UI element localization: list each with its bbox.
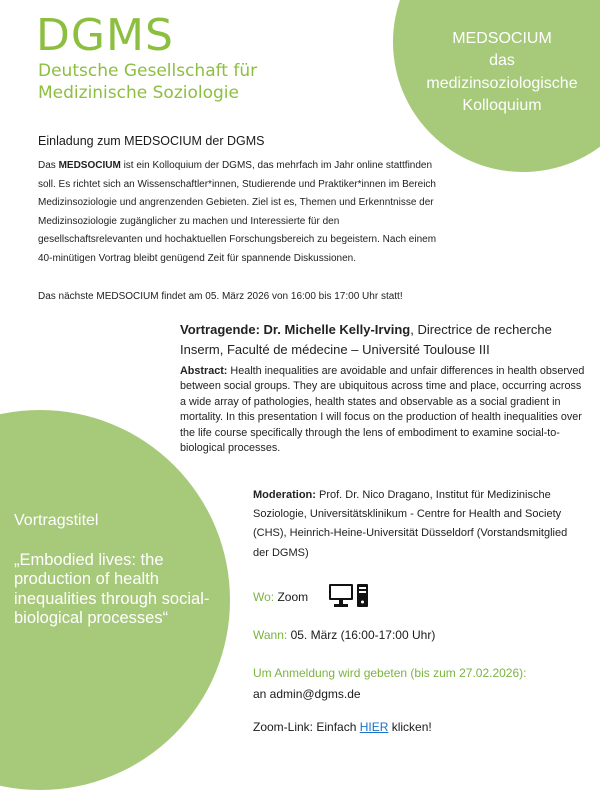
moderation-text: Prof. Dr. Nico Dragano, Institut für Medizinische Soziologie, Universitätsklinikum - Centre for Health and Society (CHS), Heinrich-Heine-Universität Düsseldorf (Vorstandsmitglied der DGMS) — [253, 489, 568, 559]
logo-wordmark: DGMS — [36, 10, 174, 61]
next-event-date: Das nächste MEDSOCIUM findet am 05. März 2026 von 16:00 bis 17:00 Uhr statt! — [38, 291, 403, 302]
medsocium-title: MEDSOCIUM — [452, 30, 552, 47]
speaker-block — [180, 320, 580, 360]
intro-body: ist ein Kolloquium der DGMS, das mehrfach im Jahr online stattfinden soll. Es richtet sich an Wissenschaftler*innen, Studierende und Praktiker*innen im Bereich Medizinsoziologie und angrenzenden Gebieten. Ziel ist es, Themen und Erkenntnisse der Medizinsoziologie zugänglicher zu machen und Interessierte für den gesellschaftsrelevanten und hochaktuellen Forschungsbereich zu begeistern. Nach einem 40-minütigen Vortrag bleibt genügend Zeit für spannende Diskussionen. — [38, 160, 437, 264]
date-line — [253, 628, 435, 642]
date-value: 05. März (16:00-17:00 Uhr) — [287, 628, 436, 642]
zoom-link-line — [253, 720, 432, 734]
zoom-link-suffix: klicken! — [388, 720, 432, 734]
intro-prefix: Das — [38, 160, 59, 171]
abstract-block — [180, 364, 588, 456]
moderation-label: Moderation: — [253, 489, 316, 501]
moderation-block — [253, 486, 583, 563]
speaker-label: Vortragende: Dr. Michelle Kelly-Irving — [180, 322, 411, 337]
date-label: Wann: — [253, 628, 288, 642]
registration-label: Um Anmeldung wird gebeten (bis zum 27.02.2026): — [253, 666, 527, 680]
location-label: Wo: — [253, 590, 275, 604]
abstract-label: Abstract: — [180, 365, 228, 377]
intro-medsocium-bold: MEDSOCIUM — [58, 160, 121, 171]
medsocium-subtitle-2: medizinsoziologische — [426, 75, 578, 92]
location-line — [253, 590, 308, 604]
logo-subtitle-line-1: Deutsche Gesellschaft für — [38, 61, 258, 81]
registration-email[interactable]: an admin@dgms.de — [253, 687, 361, 701]
desktop-computer-icon — [328, 583, 370, 609]
logo-subtitle-line-2: Medizinische Soziologie — [38, 83, 239, 103]
abstract-text: Health inequalities are avoidable and unfair differences in health observed between social groups. They are ubiquitous across time and place, occurring across a wide array of pathologies, health states and observable as a social gradient in mortality. In this presentation I will focus on the production of health inequalities over the life course specifically through the lens of embodiment to examine social-to-biological processes. — [180, 365, 585, 455]
talk-title: „Embodied lives: the production of health inequalities through social-biological processes“ — [14, 551, 210, 628]
invitation-intro — [38, 157, 438, 269]
registration-block — [253, 663, 527, 705]
invitation-heading: Einladung zum MEDSOCIUM der DGMS — [38, 134, 265, 148]
location-value: Zoom — [274, 590, 309, 604]
zoom-link-prefix: Zoom-Link: Einfach — [253, 720, 360, 734]
speaker-affiliation: , Directrice de recherche Inserm, Faculté de médecine – Université Toulouse III — [180, 322, 552, 357]
talk-section-label: Vortragstitel — [14, 512, 99, 529]
zoom-link[interactable]: HIER — [359, 720, 389, 734]
medsocium-subtitle-1: das — [489, 52, 515, 69]
medsocium-subtitle-3: Kolloquium — [462, 97, 542, 114]
